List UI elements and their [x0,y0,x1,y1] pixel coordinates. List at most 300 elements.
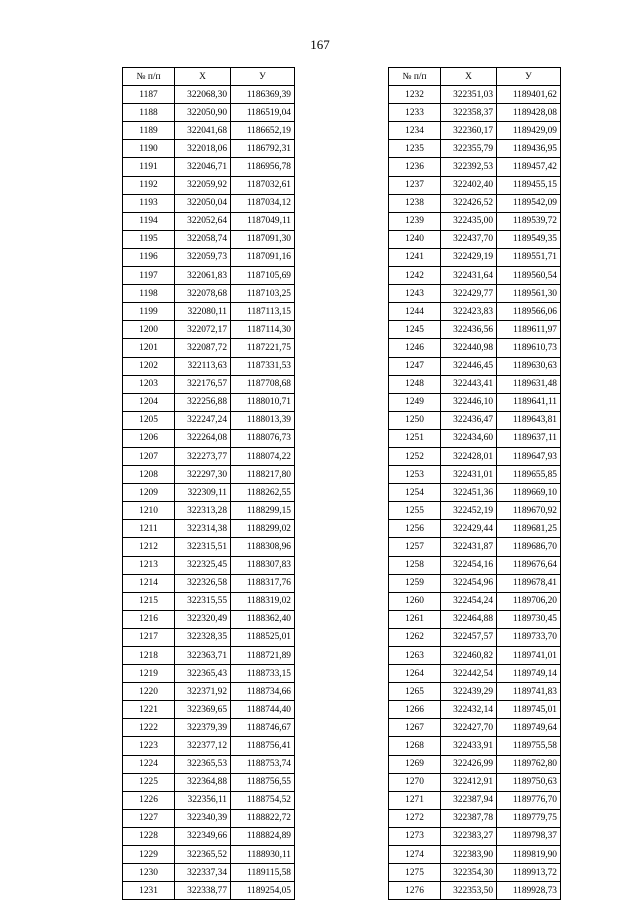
point-number-cell: 1260 [389,592,441,610]
y-coordinate-cell: 1189610,73 [497,339,561,357]
table-row [123,755,295,773]
x-coordinate-cell: 322353,50 [441,882,497,900]
point-number-cell: 1258 [389,556,441,574]
y-coordinate-cell: 1189762,80 [497,755,561,773]
x-coordinate-cell: 322446,45 [441,357,497,375]
table-row [389,737,561,755]
y-coordinate-cell: 1189539,72 [497,212,561,230]
x-coordinate-cell: 322052,64 [175,212,231,230]
header-num: № п/п [123,68,175,86]
point-number-cell: 1272 [389,809,441,827]
y-coordinate-cell: 1189115,58 [231,864,295,882]
point-number-cell: 1216 [123,610,175,628]
table-row [389,212,561,230]
y-coordinate-cell: 1189730,45 [497,610,561,628]
x-coordinate-cell: 322360,17 [441,122,497,140]
x-coordinate-cell: 322325,45 [175,556,231,574]
point-number-cell: 1244 [389,303,441,321]
table-row [389,122,561,140]
point-number-cell: 1229 [123,846,175,864]
x-coordinate-cell: 322371,92 [175,683,231,701]
table-row [123,411,295,429]
point-number-cell: 1262 [389,628,441,646]
point-number-cell: 1273 [389,827,441,845]
x-coordinate-cell: 322356,11 [175,791,231,809]
x-coordinate-cell: 322256,88 [175,393,231,411]
y-coordinate-cell: 1189542,09 [497,194,561,212]
x-coordinate-cell: 322454,16 [441,556,497,574]
y-coordinate-cell: 1189428,08 [497,104,561,122]
table-row [389,864,561,882]
x-coordinate-cell: 322379,39 [175,719,231,737]
x-coordinate-cell: 322387,94 [441,791,497,809]
y-coordinate-cell: 1189749,64 [497,719,561,737]
x-coordinate-cell: 322429,19 [441,248,497,266]
y-coordinate-cell: 1187105,69 [231,267,295,285]
table-row [123,683,295,701]
point-number-cell: 1190 [123,140,175,158]
point-number-cell: 1196 [123,248,175,266]
y-coordinate-cell: 1188262,55 [231,484,295,502]
point-number-cell: 1207 [123,447,175,465]
x-coordinate-cell: 322351,03 [441,86,497,104]
x-coordinate-cell: 322436,47 [441,411,497,429]
table-row [389,285,561,303]
table-row [389,556,561,574]
y-coordinate-cell: 1188076,73 [231,429,295,447]
table-row [123,809,295,827]
table-row [389,357,561,375]
table-row [389,701,561,719]
x-coordinate-cell: 322454,24 [441,592,497,610]
table-row [123,429,295,447]
x-coordinate-cell: 322427,70 [441,719,497,737]
y-coordinate-cell: 1188074,22 [231,447,295,465]
table-row [389,393,561,411]
table-row [389,538,561,556]
table-row [123,556,295,574]
x-coordinate-cell: 322046,71 [175,158,231,176]
x-coordinate-cell: 322349,66 [175,827,231,845]
x-coordinate-cell: 322315,51 [175,538,231,556]
table-row [389,755,561,773]
y-coordinate-cell: 1188299,15 [231,502,295,520]
point-number-cell: 1210 [123,502,175,520]
table-row [123,628,295,646]
x-coordinate-cell: 322392,53 [441,158,497,176]
y-coordinate-cell: 1188754,52 [231,791,295,809]
y-coordinate-cell: 1189706,20 [497,592,561,610]
table-row [389,230,561,248]
y-coordinate-cell: 1187091,16 [231,248,295,266]
table-row [123,303,295,321]
y-coordinate-cell: 1188756,41 [231,737,295,755]
point-number-cell: 1224 [123,755,175,773]
y-coordinate-cell: 1189913,72 [497,864,561,882]
x-coordinate-cell: 322176,57 [175,375,231,393]
table-row [123,864,295,882]
point-number-cell: 1221 [123,701,175,719]
x-coordinate-cell: 322435,00 [441,212,497,230]
x-coordinate-cell: 322431,64 [441,267,497,285]
point-number-cell: 1241 [389,248,441,266]
x-coordinate-cell: 322365,52 [175,846,231,864]
y-coordinate-cell: 1189755,58 [497,737,561,755]
point-number-cell: 1235 [389,140,441,158]
table-row [389,429,561,447]
table-row [389,846,561,864]
y-coordinate-cell: 1189819,90 [497,846,561,864]
table-row [389,176,561,194]
point-number-cell: 1199 [123,303,175,321]
y-coordinate-cell: 1187331,53 [231,357,295,375]
y-coordinate-cell: 1189655,85 [497,466,561,484]
x-coordinate-cell: 322426,52 [441,194,497,212]
y-coordinate-cell: 1187049,11 [231,212,295,230]
point-number-cell: 1202 [123,357,175,375]
point-number-cell: 1252 [389,447,441,465]
table-row [123,882,295,900]
table-row [123,375,295,393]
page-number: 167 [310,37,330,52]
point-number-cell: 1256 [389,520,441,538]
x-coordinate-cell: 322264,08 [175,429,231,447]
y-coordinate-cell: 1186792,31 [231,140,295,158]
y-coordinate-cell: 1189798,37 [497,827,561,845]
point-number-cell: 1266 [389,701,441,719]
table-row [123,484,295,502]
y-coordinate-cell: 1187103,25 [231,285,295,303]
point-number-cell: 1212 [123,538,175,556]
y-coordinate-cell: 1186652,19 [231,122,295,140]
y-coordinate-cell: 1189551,71 [497,248,561,266]
x-coordinate-cell: 322439,29 [441,683,497,701]
table-row [389,791,561,809]
point-number-cell: 1276 [389,882,441,900]
table-row [389,411,561,429]
y-coordinate-cell: 1188317,76 [231,574,295,592]
table-row [389,647,561,665]
point-number-cell: 1189 [123,122,175,140]
point-number-cell: 1201 [123,339,175,357]
table-row [389,339,561,357]
y-coordinate-cell: 1187032,61 [231,176,295,194]
x-coordinate-cell: 322365,43 [175,665,231,683]
y-coordinate-cell: 1189560,54 [497,267,561,285]
y-coordinate-cell: 1189733,70 [497,628,561,646]
point-number-cell: 1246 [389,339,441,357]
table-row [123,194,295,212]
y-coordinate-cell: 1188753,74 [231,755,295,773]
point-number-cell: 1249 [389,393,441,411]
table-row [123,538,295,556]
point-number-cell: 1232 [389,86,441,104]
y-coordinate-cell: 1188756,55 [231,773,295,791]
x-coordinate-cell: 322273,77 [175,447,231,465]
x-coordinate-cell: 322433,91 [441,737,497,755]
point-number-cell: 1254 [389,484,441,502]
table-row [389,447,561,465]
point-number-cell: 1205 [123,411,175,429]
x-coordinate-cell: 322383,90 [441,846,497,864]
point-number-cell: 1200 [123,321,175,339]
y-coordinate-cell: 1188010,71 [231,393,295,411]
point-number-cell: 1261 [389,610,441,628]
table-row [123,158,295,176]
y-coordinate-cell: 1188362,40 [231,610,295,628]
point-number-cell: 1243 [389,285,441,303]
point-number-cell: 1218 [123,647,175,665]
table-row [389,809,561,827]
table-row [389,773,561,791]
table-row [389,592,561,610]
point-number-cell: 1239 [389,212,441,230]
table-row [123,104,295,122]
point-number-cell: 1270 [389,773,441,791]
table-row [123,86,295,104]
table-row [389,86,561,104]
point-number-cell: 1236 [389,158,441,176]
header-x: Х [175,68,231,86]
y-coordinate-cell: 1188746,67 [231,719,295,737]
point-number-cell: 1233 [389,104,441,122]
point-number-cell: 1274 [389,846,441,864]
x-coordinate-cell: 322072,17 [175,321,231,339]
point-number-cell: 1240 [389,230,441,248]
x-coordinate-cell: 322314,38 [175,520,231,538]
y-coordinate-cell: 1187708,68 [231,375,295,393]
x-coordinate-cell: 322080,11 [175,303,231,321]
point-number-cell: 1257 [389,538,441,556]
header-num: № п/п [389,68,441,86]
point-number-cell: 1191 [123,158,175,176]
table-row [389,484,561,502]
point-number-cell: 1193 [123,194,175,212]
y-coordinate-cell: 1188525,01 [231,628,295,646]
table-row [123,140,295,158]
y-coordinate-cell: 1189741,83 [497,683,561,701]
y-coordinate-cell: 1189669,10 [497,484,561,502]
y-coordinate-cell: 1189750,63 [497,773,561,791]
y-coordinate-cell: 1189641,11 [497,393,561,411]
table-row [389,375,561,393]
x-coordinate-cell: 322326,58 [175,574,231,592]
y-coordinate-cell: 1188733,15 [231,665,295,683]
point-number-cell: 1247 [389,357,441,375]
point-number-cell: 1206 [123,429,175,447]
x-coordinate-cell: 322428,01 [441,447,497,465]
table-row [123,176,295,194]
y-coordinate-cell: 1189749,14 [497,665,561,683]
coordinates-table-left [122,67,295,900]
y-coordinate-cell: 1189681,25 [497,520,561,538]
point-number-cell: 1223 [123,737,175,755]
point-number-cell: 1222 [123,719,175,737]
y-coordinate-cell: 1189643,81 [497,411,561,429]
y-coordinate-cell: 1189678,41 [497,574,561,592]
x-coordinate-cell: 322442,54 [441,665,497,683]
x-coordinate-cell: 322431,87 [441,538,497,556]
x-coordinate-cell: 322364,88 [175,773,231,791]
x-coordinate-cell: 322061,83 [175,267,231,285]
y-coordinate-cell: 1187091,30 [231,230,295,248]
point-number-cell: 1217 [123,628,175,646]
y-coordinate-cell: 1189741,01 [497,647,561,665]
point-number-cell: 1267 [389,719,441,737]
point-number-cell: 1265 [389,683,441,701]
table-row [123,267,295,285]
y-coordinate-cell: 1187113,15 [231,303,295,321]
y-coordinate-cell: 1188822,72 [231,809,295,827]
table-row [123,665,295,683]
table-row [123,647,295,665]
x-coordinate-cell: 322337,34 [175,864,231,882]
table-row [389,303,561,321]
point-number-cell: 1264 [389,665,441,683]
point-number-cell: 1213 [123,556,175,574]
x-coordinate-cell: 322464,88 [441,610,497,628]
table-row [389,628,561,646]
table-row [123,212,295,230]
table-row [389,574,561,592]
table-row [123,447,295,465]
point-number-cell: 1225 [123,773,175,791]
y-coordinate-cell: 1189401,62 [497,86,561,104]
table-row [389,520,561,538]
y-coordinate-cell: 1188307,83 [231,556,295,574]
table-row [123,122,295,140]
point-number-cell: 1268 [389,737,441,755]
x-coordinate-cell: 322365,53 [175,755,231,773]
point-number-cell: 1187 [123,86,175,104]
point-number-cell: 1195 [123,230,175,248]
x-coordinate-cell: 322440,98 [441,339,497,357]
table-row [389,158,561,176]
point-number-cell: 1271 [389,791,441,809]
table-row [389,248,561,266]
table-row [389,466,561,484]
x-coordinate-cell: 322313,28 [175,502,231,520]
table-row [389,267,561,285]
table-row [123,737,295,755]
point-number-cell: 1238 [389,194,441,212]
x-coordinate-cell: 322297,30 [175,466,231,484]
x-coordinate-cell: 322059,92 [175,176,231,194]
point-number-cell: 1231 [123,882,175,900]
point-number-cell: 1211 [123,520,175,538]
table-row [389,665,561,683]
point-number-cell: 1234 [389,122,441,140]
y-coordinate-cell: 1188217,80 [231,466,295,484]
table-row [123,827,295,845]
y-coordinate-cell: 1189928,73 [497,882,561,900]
x-coordinate-cell: 322429,77 [441,285,497,303]
y-coordinate-cell: 1189630,63 [497,357,561,375]
x-coordinate-cell: 322377,12 [175,737,231,755]
x-coordinate-cell: 322443,41 [441,375,497,393]
point-number-cell: 1209 [123,484,175,502]
x-coordinate-cell: 322338,77 [175,882,231,900]
x-coordinate-cell: 322354,30 [441,864,497,882]
y-coordinate-cell: 1189776,70 [497,791,561,809]
point-number-cell: 1253 [389,466,441,484]
x-coordinate-cell: 322018,06 [175,140,231,158]
y-coordinate-cell: 1186369,39 [231,86,295,104]
y-coordinate-cell: 1188744,40 [231,701,295,719]
point-number-cell: 1251 [389,429,441,447]
table-row [123,466,295,484]
y-coordinate-cell: 1189455,15 [497,176,561,194]
x-coordinate-cell: 322432,14 [441,701,497,719]
y-coordinate-cell: 1186519,04 [231,104,295,122]
point-number-cell: 1245 [389,321,441,339]
table-row [123,285,295,303]
x-coordinate-cell: 322068,30 [175,86,231,104]
point-number-cell: 1227 [123,809,175,827]
table-header-row [123,68,295,86]
header-y: У [231,68,295,86]
x-coordinate-cell: 322041,68 [175,122,231,140]
x-coordinate-cell: 322429,44 [441,520,497,538]
table-row [389,882,561,900]
y-coordinate-cell: 1187034,12 [231,194,295,212]
table-row [123,773,295,791]
y-coordinate-cell: 1188319,02 [231,592,295,610]
table-row [389,104,561,122]
table-row [123,610,295,628]
y-coordinate-cell: 1189611,97 [497,321,561,339]
table-row [389,719,561,737]
table-row [123,248,295,266]
point-number-cell: 1237 [389,176,441,194]
y-coordinate-cell: 1189436,95 [497,140,561,158]
x-coordinate-cell: 322328,35 [175,628,231,646]
table-row [389,140,561,158]
table-row [123,701,295,719]
table-row [123,393,295,411]
x-coordinate-cell: 322113,63 [175,357,231,375]
point-number-cell: 1228 [123,827,175,845]
y-coordinate-cell: 1189457,42 [497,158,561,176]
x-coordinate-cell: 322340,39 [175,809,231,827]
y-coordinate-cell: 1189745,01 [497,701,561,719]
table-row [123,357,295,375]
x-coordinate-cell: 322087,72 [175,339,231,357]
x-coordinate-cell: 322446,10 [441,393,497,411]
point-number-cell: 1203 [123,375,175,393]
y-coordinate-cell: 1188013,39 [231,411,295,429]
table-row [123,502,295,520]
x-coordinate-cell: 322451,36 [441,484,497,502]
x-coordinate-cell: 322320,49 [175,610,231,628]
table-header-row [389,68,561,86]
x-coordinate-cell: 322452,19 [441,502,497,520]
table-row [123,230,295,248]
y-coordinate-cell: 1189429,09 [497,122,561,140]
y-coordinate-cell: 1189686,70 [497,538,561,556]
x-coordinate-cell: 322402,40 [441,176,497,194]
table-row [389,321,561,339]
point-number-cell: 1194 [123,212,175,230]
x-coordinate-cell: 322437,70 [441,230,497,248]
y-coordinate-cell: 1189637,11 [497,429,561,447]
table-row [123,846,295,864]
x-coordinate-cell: 322309,11 [175,484,231,502]
y-coordinate-cell: 1186956,78 [231,158,295,176]
point-number-cell: 1250 [389,411,441,429]
x-coordinate-cell: 322457,57 [441,628,497,646]
point-number-cell: 1255 [389,502,441,520]
